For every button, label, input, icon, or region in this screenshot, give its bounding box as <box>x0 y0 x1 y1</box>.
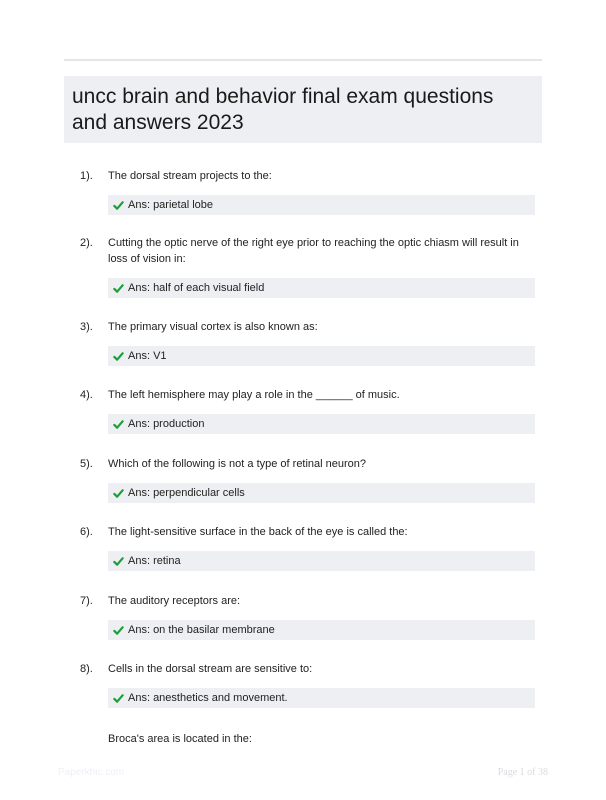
check-icon <box>113 556 124 567</box>
answer-text: Ans: retina <box>128 555 181 567</box>
top-divider <box>64 59 542 61</box>
answer-box <box>108 346 535 366</box>
question-row <box>80 661 535 677</box>
title-box <box>64 76 542 143</box>
question-text: The auditory receptors are: <box>108 595 241 607</box>
question-row <box>80 524 535 540</box>
question-number: 5). <box>80 458 93 470</box>
question-row <box>80 235 535 267</box>
question-text: Broca's area is located in the: <box>108 733 252 745</box>
question-item <box>80 319 535 366</box>
question-number: 3). <box>80 321 93 333</box>
answer-box <box>108 688 535 708</box>
answer-text: Ans: anesthetics and movement. <box>128 692 288 704</box>
question-text: Cells in the dorsal stream are sensitive to: <box>108 663 313 675</box>
answer-text: Ans: perpendicular cells <box>128 487 245 499</box>
question-text: The primary visual cortex is also known as: <box>108 321 318 333</box>
question-item <box>80 593 535 640</box>
answer-box <box>108 483 535 503</box>
answer-text: Ans: V1 <box>128 350 167 362</box>
question-item <box>80 168 535 215</box>
check-icon <box>113 693 124 704</box>
answer-text: Ans: parietal lobe <box>128 199 213 211</box>
question-item <box>80 235 535 298</box>
check-icon <box>113 625 124 636</box>
question-number: 8). <box>80 663 93 675</box>
answer-box <box>108 278 535 298</box>
question-number: 4). <box>80 389 93 401</box>
question-text: The dorsal stream projects to the: <box>108 170 272 182</box>
answer-text: Ans: on the basilar membrane <box>128 624 275 636</box>
footer-watermark: Paperkhic.com <box>58 767 125 778</box>
check-icon <box>113 200 124 211</box>
question-number: 6). <box>80 526 93 538</box>
question-item <box>80 387 535 434</box>
question-row <box>80 168 535 184</box>
question-item <box>80 661 535 708</box>
question-text: Cutting the optic nerve of the right eye prior to reaching the optic chiasm will result in loss of vision in: <box>108 237 519 265</box>
question-number: 1). <box>80 170 93 182</box>
check-icon <box>113 488 124 499</box>
question-item <box>80 456 535 503</box>
answer-box <box>108 195 535 215</box>
question-row <box>80 593 535 609</box>
question-text: The left hemisphere may play a role in the ______ of music. <box>108 389 400 401</box>
answer-text: Ans: half of each visual field <box>128 282 265 294</box>
check-icon <box>113 283 124 294</box>
answer-text: Ans: production <box>128 418 205 430</box>
question-item <box>80 524 535 571</box>
answer-box <box>108 414 535 434</box>
question-row <box>80 387 535 403</box>
check-icon <box>113 351 124 362</box>
question-row <box>80 731 535 747</box>
question-text: The light-sensitive surface in the back of the eye is called the: <box>108 526 408 538</box>
question-item <box>80 731 535 747</box>
question-number: 7). <box>80 595 93 607</box>
answer-box <box>108 620 535 640</box>
question-row <box>80 319 535 335</box>
page-number: Page 1 of 38 <box>497 767 548 778</box>
answer-box <box>108 551 535 571</box>
check-icon <box>113 419 124 430</box>
document-title: uncc brain and behavior final exam questions and answers 2023 <box>72 85 494 134</box>
question-text: Which of the following is not a type of retinal neuron? <box>108 458 367 470</box>
question-number: 2). <box>80 237 93 249</box>
question-row <box>80 456 535 472</box>
